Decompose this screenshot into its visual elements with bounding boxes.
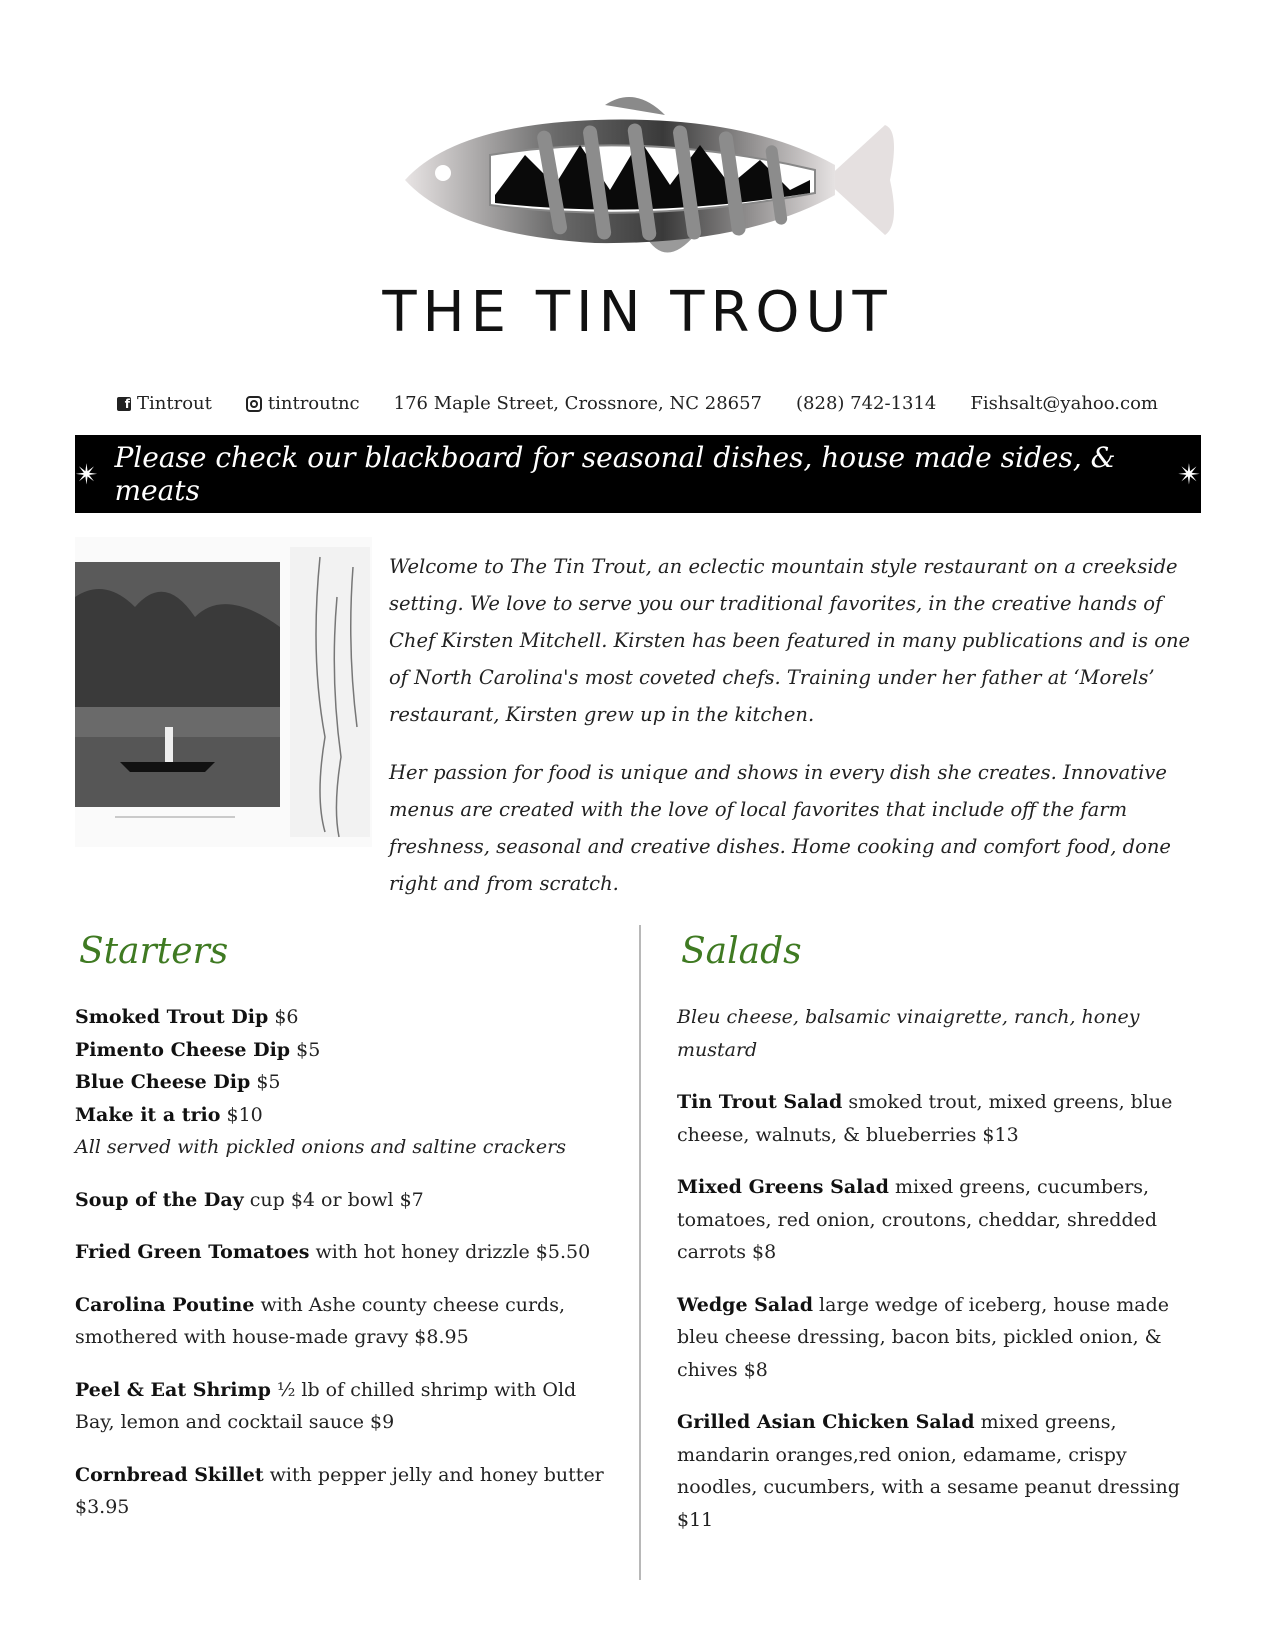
item-desc: mixed greens, cucumbers, tomatoes, red onion, croutons, cheddar, shredded carrots $8	[677, 1176, 1158, 1263]
item-desc: $5	[290, 1038, 321, 1061]
item-name: Blue Cheese Dip	[75, 1071, 251, 1093]
trout-logo-graphic	[395, 85, 895, 275]
item-desc: smoked trout, mixed greens, blue cheese, walnuts, & blueberries $13	[677, 1091, 1173, 1146]
menu-item	[75, 1459, 620, 1524]
menu-item	[677, 1289, 1203, 1387]
item-desc: $10	[220, 1103, 263, 1126]
item-desc: large wedge of iceberg, house made bleu cheese dressing, bacon bits, pickled onion, & chives $8	[677, 1293, 1169, 1381]
menu-item	[75, 1374, 620, 1439]
salads-title: Salads	[681, 931, 802, 972]
item-name: Grilled Asian Chicken Salad	[677, 1411, 975, 1433]
item-name: Wedge Salad	[677, 1293, 813, 1316]
item-desc: $6	[268, 1006, 299, 1028]
email-address: Fishsalt@yahoo.com	[970, 393, 1158, 414]
restaurant-name: THE TIN TROUT	[382, 280, 893, 345]
canoe-lake-image	[75, 537, 372, 847]
facebook-handle: Tintrout	[137, 393, 212, 414]
item-name: Make it a trio	[75, 1103, 221, 1126]
menu-item	[75, 1066, 620, 1099]
item-name: Cornbread Skillet	[75, 1463, 264, 1486]
item-desc: with hot honey drizzle $5.50	[309, 1241, 591, 1263]
menu-item	[75, 1034, 620, 1067]
menu-item	[677, 1086, 1203, 1151]
menu-item	[677, 1171, 1203, 1269]
menu-item	[75, 1184, 620, 1217]
item-name: Tin Trout Salad	[677, 1091, 843, 1113]
starters-title: Starters	[79, 931, 229, 972]
address-text: 176 Maple Street, Crossnore, NC 28657	[393, 393, 763, 414]
item-name: Soup of the Day	[75, 1188, 244, 1211]
phone-number: (828) 742-1314	[796, 393, 937, 414]
instagram-icon	[246, 396, 262, 412]
dips-note: All served with pickled onions and saltine crackers	[75, 1136, 566, 1158]
star-icon: ✴	[1177, 457, 1201, 491]
star-icon: ✴	[75, 457, 99, 491]
menu-item	[75, 1001, 620, 1034]
item-desc: mixed greens, mandarin oranges,red onion, edamame, crispy noodles, cucumbers, with a sesame peanut dressing $11	[677, 1411, 1180, 1531]
banner-text: Please check our blackboard for seasonal dishes, house made sides, & meats	[114, 441, 1116, 507]
menu-item	[75, 1099, 620, 1132]
blackboard-banner	[75, 435, 1201, 513]
item-name: Carolina Poutine	[75, 1293, 255, 1316]
menu-item	[75, 1289, 620, 1354]
intro-paragraph: Welcome to The Tin Trout, an eclectic mountain style restaurant on a creekside setting. We love to serve you our traditional favorites, in the creative hands of Chef Kirsten Mitchell. Kirsten has been featured in many publications and is one of North Carolina's most coveted chefs. Training under her father at ‘Morels’ restaurant, Kirsten grew up in the kitchen.	[389, 555, 1191, 726]
address	[394, 393, 762, 414]
column-divider	[639, 925, 641, 1580]
starters-section	[75, 925, 620, 1544]
item-name: Fried Green Tomatoes	[75, 1241, 310, 1263]
item-desc: ½ lb of chilled shrimp with Old Bay, lemon and cocktail sauce $9	[75, 1378, 577, 1433]
instagram-handle: tintroutnc	[267, 393, 360, 414]
item-name: Mixed Greens Salad	[677, 1176, 889, 1198]
item-desc: with Ashe county cheese curds, smothered with house-made gravy $8.95	[75, 1293, 566, 1348]
item-desc: with pepper jelly and honey butter $3.95	[75, 1463, 604, 1518]
menu-item	[677, 1406, 1203, 1536]
contact-bar	[0, 393, 1275, 414]
intro-text	[389, 548, 1201, 923]
item-desc: $5	[250, 1071, 281, 1093]
salads-section	[677, 925, 1203, 1556]
intro-paragraph: Her passion for food is unique and shows in every dish she creates. Innovative menus are created with the love of local favorites that include off the farm freshness, seasonal and creative dishes. Home cooking and comfort food, done right and from scratch.	[389, 761, 1171, 895]
item-desc: cup $4 or bowl $7	[243, 1188, 424, 1211]
instagram-link[interactable]	[246, 393, 360, 414]
vintage-lake-photo	[75, 537, 372, 847]
item-name: Pimento Cheese Dip	[75, 1038, 291, 1061]
email[interactable]	[970, 393, 1158, 414]
facebook-icon: f	[117, 397, 131, 411]
phone[interactable]	[796, 393, 936, 414]
menu-item	[75, 1236, 620, 1269]
facebook-link[interactable]	[117, 393, 212, 414]
item-name: Smoked Trout Dip	[75, 1006, 269, 1028]
item-name: Peel & Eat Shrimp	[75, 1378, 271, 1401]
dressings-note: Bleu cheese, balsamic vinaigrette, ranch, honey mustard	[677, 1006, 1140, 1061]
